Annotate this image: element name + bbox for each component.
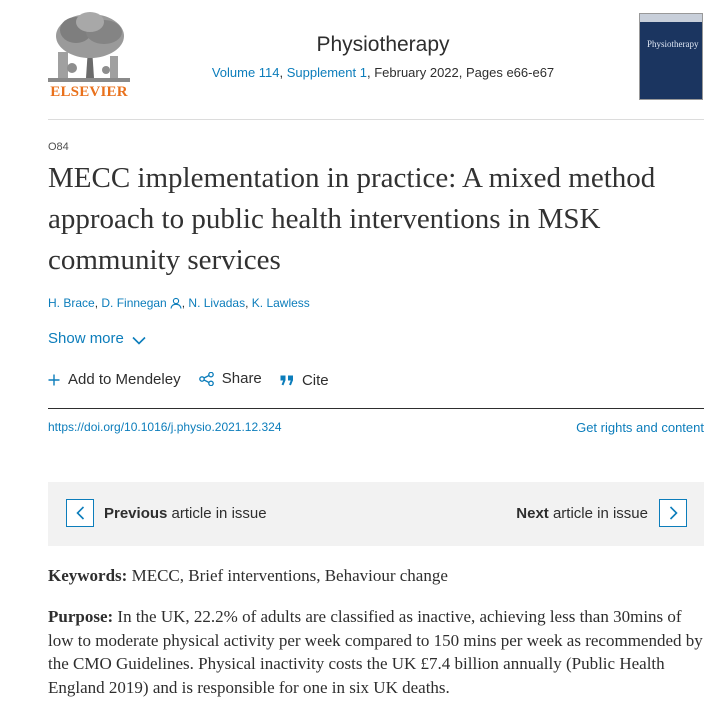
author-link[interactable]: N. Livadas [188,296,246,310]
keywords-list: MECC, Brief interventions, Behaviour change [127,566,448,585]
keywords-label: Keywords: [48,566,128,585]
purpose-label: Purpose: [48,607,114,626]
author-link[interactable]: K. Lawless [251,296,310,310]
volume-link[interactable]: Volume 114 [211,65,280,80]
article-title: MECC implementation in practice: A mixed method approach to public health interventions in MSK community services [48,162,656,276]
mendeley-label: Add to Mendeley [68,371,181,388]
header-divider [48,119,704,120]
author-list: H. Brace, D. Finnegan , N. Livadas, K. Lawless [48,296,310,310]
previous-bold: Previous [104,505,168,522]
journal-cover-image[interactable] [639,13,703,100]
article-actions [48,370,343,390]
issue-info [200,65,566,80]
purpose-paragraph [48,605,708,699]
next-article-button[interactable] [659,499,687,527]
next-rest: article in issue [548,505,648,522]
previous-article-link[interactable] [104,505,267,522]
issue-date-pages: , February 2022, Pages e66-e67 [366,65,555,80]
previous-rest: article in issue [167,505,267,522]
author-link[interactable]: H. Brace [48,296,95,310]
next-bold: Next [516,505,549,522]
show-more-button[interactable] [48,330,146,347]
add-to-mendeley-button[interactable] [48,371,181,388]
share-icon [199,372,214,386]
keywords [48,564,448,588]
article-code: O84 [48,141,69,153]
publisher-wordmark: ELSEVIER [50,84,128,100]
rights-link[interactable]: Get rights and content [576,420,704,435]
share-label: Share [221,370,262,387]
actions-divider [48,408,704,409]
purpose-text: In the UK, 22.2% of adults are classified as inactive, achieving less than 30mins of low to moderate physical activity per week compared to 150 mins per week as recommended by the CMO Guidelines. Physical inactivity costs the UK £7.4 billion annually (Public Health England 2019) and is responsible for one in six UK deaths. [48,607,703,697]
doi-link[interactable]: https://doi.org/10.1016/j.physio.2021.12.324 [48,420,282,434]
quote-icon [280,375,294,386]
journal-title[interactable]: Physiotherapy [316,33,450,56]
cover-stripe [640,14,702,22]
author-link[interactable]: D. Finnegan [101,296,167,310]
person-icon[interactable] [170,297,182,309]
previous-article-button[interactable] [66,499,94,527]
supplement-link[interactable]: Supplement 1 [286,65,367,80]
cover-title: Physiotherapy [647,39,699,49]
elsevier-logo[interactable] [48,8,130,100]
chevron-left-icon [76,506,85,520]
cite-button[interactable] [280,372,329,389]
show-more-label: Show more [48,330,124,347]
share-button[interactable] [199,370,262,387]
issue-navigation [48,482,704,546]
issue-separator: , [279,65,287,80]
cite-label: Cite [301,371,329,389]
chevron-right-icon [669,506,678,520]
next-article-link[interactable] [516,505,648,522]
plus-icon [48,374,60,386]
chevron-down-icon [132,336,146,345]
